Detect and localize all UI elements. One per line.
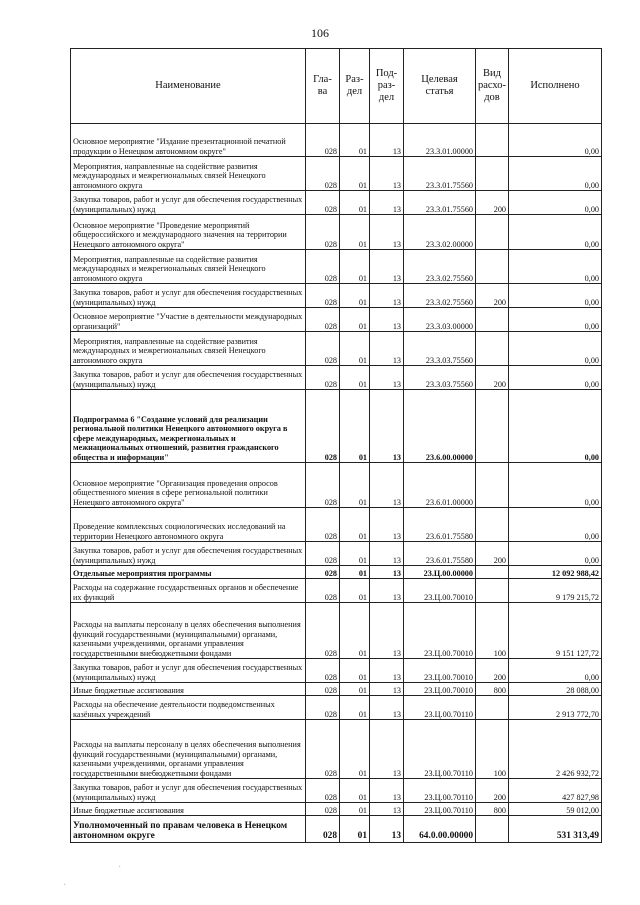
cell-executed: 0,00 <box>509 308 602 332</box>
cell-chapter: 028 <box>306 816 340 843</box>
cell-expense-type <box>476 390 509 463</box>
table-row <box>71 366 602 390</box>
cell-chapter: 028 <box>306 284 340 308</box>
table-row <box>71 284 602 308</box>
cell-name: Расходы на обеспечение деятельности подведомственных казённых учреждений <box>71 696 306 720</box>
cell-chapter: 028 <box>306 157 340 191</box>
cell-chapter: 028 <box>306 603 340 659</box>
cell-chapter: 028 <box>306 390 340 463</box>
cell-chapter: 028 <box>306 683 340 696</box>
header-row <box>71 49 602 124</box>
cell-subsection: 13 <box>370 508 404 542</box>
cell-section: 01 <box>340 284 370 308</box>
cell-name: Расходы на содержание государственных органов и обеспечение их функций <box>71 579 306 603</box>
cell-executed: 531 313,49 <box>509 816 602 843</box>
cell-expense-type <box>476 250 509 284</box>
cell-executed: 0,00 <box>509 390 602 463</box>
cell-section: 01 <box>340 308 370 332</box>
cell-subsection: 13 <box>370 579 404 603</box>
cell-executed: 9 151 127,72 <box>509 603 602 659</box>
cell-target: 23.3.01.75560 <box>404 191 476 215</box>
cell-target: 23.3.02.75560 <box>404 284 476 308</box>
cell-name: Закупка товаров, работ и услуг для обеспечения государственных (муниципальных) нужд <box>71 659 306 683</box>
header-section: Раз- дел <box>340 49 370 124</box>
cell-subsection: 13 <box>370 542 404 566</box>
table-row <box>71 191 602 215</box>
cell-chapter: 028 <box>306 696 340 720</box>
cell-section: 01 <box>340 332 370 366</box>
cell-section: 01 <box>340 579 370 603</box>
table-row <box>71 463 602 508</box>
cell-executed: 0,00 <box>509 542 602 566</box>
cell-expense-type: 200 <box>476 779 509 803</box>
cell-name: Основное мероприятие "Издание презентационной печатной продукции о Ненецком автономном округе" <box>71 124 306 157</box>
cell-section: 01 <box>340 720 370 779</box>
cell-executed: 59 012,00 <box>509 803 602 816</box>
cell-expense-type <box>476 696 509 720</box>
cell-subsection: 13 <box>370 720 404 779</box>
cell-subsection: 13 <box>370 816 404 843</box>
cell-name: Уполномоченный по правам человека в Ненецком автономном округе <box>71 816 306 843</box>
header-subsection: Под- раз- дел <box>370 49 404 124</box>
cell-target: 23.6.01.75580 <box>404 542 476 566</box>
cell-target: 23.3.03.00000 <box>404 308 476 332</box>
cell-section: 01 <box>340 683 370 696</box>
cell-target: 23.Ц.00.70110 <box>404 696 476 720</box>
cell-expense-type <box>476 215 509 250</box>
cell-executed: 28 088,00 <box>509 683 602 696</box>
cell-chapter: 028 <box>306 508 340 542</box>
cell-executed: 0,00 <box>509 463 602 508</box>
header-chapter: Гла- ва <box>306 49 340 124</box>
cell-section: 01 <box>340 659 370 683</box>
cell-expense-type: 800 <box>476 803 509 816</box>
cell-target: 23.3.01.00000 <box>404 124 476 157</box>
table-row <box>71 696 602 720</box>
cell-expense-type: 100 <box>476 603 509 659</box>
cell-target: 23.6.01.00000 <box>404 463 476 508</box>
cell-target: 23.Ц.00.70010 <box>404 603 476 659</box>
cell-executed: 0,00 <box>509 191 602 215</box>
cell-chapter: 028 <box>306 659 340 683</box>
cell-executed: 12 092 988,42 <box>509 566 602 579</box>
cell-subsection: 13 <box>370 215 404 250</box>
scan-mark: · <box>118 862 122 873</box>
cell-name: Закупка товаров, работ и услуг для обеспечения государственных (муниципальных) нужд <box>71 779 306 803</box>
cell-subsection: 13 <box>370 603 404 659</box>
cell-subsection: 13 <box>370 463 404 508</box>
cell-expense-type <box>476 463 509 508</box>
cell-subsection: 13 <box>370 683 404 696</box>
cell-section: 01 <box>340 508 370 542</box>
cell-chapter: 028 <box>306 191 340 215</box>
header-expense-type: Вид расхо- дов <box>476 49 509 124</box>
cell-chapter: 028 <box>306 463 340 508</box>
table-row <box>71 250 602 284</box>
cell-executed: 0,00 <box>509 659 602 683</box>
table-row <box>71 215 602 250</box>
cell-target: 64.0.00.00000 <box>404 816 476 843</box>
table-row <box>71 157 602 191</box>
cell-target: 23.6.01.75580 <box>404 508 476 542</box>
header-target: Целевая статья <box>404 49 476 124</box>
table-row <box>71 803 602 816</box>
cell-name: Закупка товаров, работ и услуг для обеспечения государственных (муниципальных) нужд <box>71 191 306 215</box>
cell-section: 01 <box>340 463 370 508</box>
cell-expense-type <box>476 157 509 191</box>
cell-expense-type: 200 <box>476 659 509 683</box>
cell-subsection: 13 <box>370 157 404 191</box>
table-row <box>71 579 602 603</box>
cell-name: Иные бюджетные ассигнования <box>71 803 306 816</box>
cell-chapter: 028 <box>306 332 340 366</box>
table-row <box>71 603 602 659</box>
cell-executed: 0,00 <box>509 508 602 542</box>
cell-chapter: 028 <box>306 566 340 579</box>
cell-chapter: 028 <box>306 366 340 390</box>
cell-section: 01 <box>340 390 370 463</box>
cell-name: Расходы на выплаты персоналу в целях обеспечения выполнения функций государственными (муниципальными) органами, казенными учреждениями, органами управления государственными внебюджетными фондами <box>71 603 306 659</box>
cell-target: 23.Ц.00.00000 <box>404 566 476 579</box>
cell-target: 23.6.00.00000 <box>404 390 476 463</box>
table-row <box>71 124 602 157</box>
header-name: Наименование <box>71 49 306 124</box>
cell-target: 23.3.02.00000 <box>404 215 476 250</box>
cell-executed: 0,00 <box>509 124 602 157</box>
cell-subsection: 13 <box>370 124 404 157</box>
cell-chapter: 028 <box>306 779 340 803</box>
cell-section: 01 <box>340 366 370 390</box>
cell-target: 23.Ц.00.70110 <box>404 803 476 816</box>
cell-section: 01 <box>340 803 370 816</box>
table-row <box>71 720 602 779</box>
cell-section: 01 <box>340 191 370 215</box>
cell-subsection: 13 <box>370 332 404 366</box>
cell-target: 23.Ц.00.70010 <box>404 683 476 696</box>
cell-subsection: 13 <box>370 366 404 390</box>
cell-chapter: 028 <box>306 124 340 157</box>
table-row <box>71 566 602 579</box>
cell-section: 01 <box>340 696 370 720</box>
cell-section: 01 <box>340 542 370 566</box>
cell-expense-type <box>476 816 509 843</box>
cell-executed: 427 827,98 <box>509 779 602 803</box>
cell-expense-type: 100 <box>476 720 509 779</box>
header-executed: Исполнено <box>509 49 602 124</box>
cell-section: 01 <box>340 603 370 659</box>
cell-name: Подпрограмма 6 "Создание условий для реализации региональной политики Ненецкого автономного округа в сфере международных, межрегиональных и межнациональных отношений, развития гражданского общества и информации" <box>71 390 306 463</box>
table-row <box>71 390 602 463</box>
cell-section: 01 <box>340 566 370 579</box>
cell-target: 23.Ц.00.70110 <box>404 720 476 779</box>
cell-subsection: 13 <box>370 284 404 308</box>
cell-name: Закупка товаров, работ и услуг для обеспечения государственных (муниципальных) нужд <box>71 284 306 308</box>
cell-executed: 0,00 <box>509 215 602 250</box>
cell-target: 23.3.03.75560 <box>404 366 476 390</box>
cell-subsection: 13 <box>370 696 404 720</box>
cell-subsection: 13 <box>370 566 404 579</box>
cell-subsection: 13 <box>370 390 404 463</box>
cell-expense-type: 200 <box>476 366 509 390</box>
cell-name: Основное мероприятие "Проведение мероприятий общероссийского и международного значения на территории Ненецкого автономного округа" <box>71 215 306 250</box>
cell-executed: 2 913 772,70 <box>509 696 602 720</box>
scan-mark: · <box>63 880 67 891</box>
cell-executed: 2 426 932,72 <box>509 720 602 779</box>
table-row <box>71 332 602 366</box>
cell-executed: 0,00 <box>509 157 602 191</box>
table-row <box>71 683 602 696</box>
table-row <box>71 779 602 803</box>
cell-name: Проведение комплексных социологических исследований на территории Ненецкого автономного округа <box>71 508 306 542</box>
cell-section: 01 <box>340 124 370 157</box>
cell-subsection: 13 <box>370 250 404 284</box>
cell-chapter: 028 <box>306 250 340 284</box>
cell-target: 23.3.02.75560 <box>404 250 476 284</box>
cell-name: Мероприятия, направленные на содействие развития международных и межрегиональных связей Ненецкого автономного округа <box>71 250 306 284</box>
cell-name: Мероприятия, направленные на содействие развития международных и межрегиональных связей Ненецкого автономного округа <box>71 332 306 366</box>
cell-target: 23.3.03.75560 <box>404 332 476 366</box>
cell-name: Иные бюджетные ассигнования <box>71 683 306 696</box>
cell-name: Закупка товаров, работ и услуг для обеспечения государственных (муниципальных) нужд <box>71 366 306 390</box>
cell-section: 01 <box>340 215 370 250</box>
cell-section: 01 <box>340 779 370 803</box>
cell-name: Мероприятия, направленные на содействие развития международных и межрегиональных связей Ненецкого автономного округа <box>71 157 306 191</box>
table-row <box>71 659 602 683</box>
cell-name: Отдельные мероприятия программы <box>71 566 306 579</box>
cell-expense-type: 800 <box>476 683 509 696</box>
cell-chapter: 028 <box>306 579 340 603</box>
cell-expense-type <box>476 579 509 603</box>
table-row <box>71 816 602 843</box>
table-row <box>71 508 602 542</box>
cell-subsection: 13 <box>370 779 404 803</box>
cell-expense-type: 200 <box>476 284 509 308</box>
cell-subsection: 13 <box>370 659 404 683</box>
cell-target: 23.Ц.00.70110 <box>404 779 476 803</box>
cell-section: 01 <box>340 816 370 843</box>
cell-chapter: 028 <box>306 308 340 332</box>
cell-expense-type <box>476 566 509 579</box>
cell-chapter: 028 <box>306 720 340 779</box>
cell-expense-type <box>476 332 509 366</box>
cell-chapter: 028 <box>306 215 340 250</box>
cell-expense-type: 200 <box>476 191 509 215</box>
table-header <box>71 49 602 124</box>
cell-target: 23.Ц.00.70010 <box>404 659 476 683</box>
table-row <box>71 542 602 566</box>
cell-expense-type <box>476 508 509 542</box>
cell-expense-type <box>476 308 509 332</box>
cell-section: 01 <box>340 157 370 191</box>
cell-executed: 0,00 <box>509 250 602 284</box>
cell-executed: 0,00 <box>509 284 602 308</box>
cell-subsection: 13 <box>370 803 404 816</box>
table-body <box>71 124 602 843</box>
cell-expense-type: 200 <box>476 542 509 566</box>
cell-section: 01 <box>340 250 370 284</box>
page-number: 106 <box>311 26 329 40</box>
cell-name: Основное мероприятие "Участие в деятельности международных организаций" <box>71 308 306 332</box>
cell-executed: 0,00 <box>509 332 602 366</box>
cell-target: 23.3.01.75560 <box>404 157 476 191</box>
cell-name: Основное мероприятие "Организация проведения опросов общественного мнения в сфере региональной политики Ненецкого автономного округа" <box>71 463 306 508</box>
cell-chapter: 028 <box>306 542 340 566</box>
cell-expense-type <box>476 124 509 157</box>
cell-subsection: 13 <box>370 308 404 332</box>
cell-chapter: 028 <box>306 803 340 816</box>
cell-subsection: 13 <box>370 191 404 215</box>
cell-name: Расходы на выплаты персоналу в целях обеспечения выполнения функций государственными (муниципальными) органами, казенными учреждениями, органами управления государственными внебюджетными фондами <box>71 720 306 779</box>
cell-executed: 0,00 <box>509 366 602 390</box>
cell-target: 23.Ц.00.70010 <box>404 579 476 603</box>
budget-table <box>70 48 602 843</box>
table-row <box>71 308 602 332</box>
cell-name: Закупка товаров, работ и услуг для обеспечения государственных (муниципальных) нужд <box>71 542 306 566</box>
cell-executed: 9 179 215,72 <box>509 579 602 603</box>
